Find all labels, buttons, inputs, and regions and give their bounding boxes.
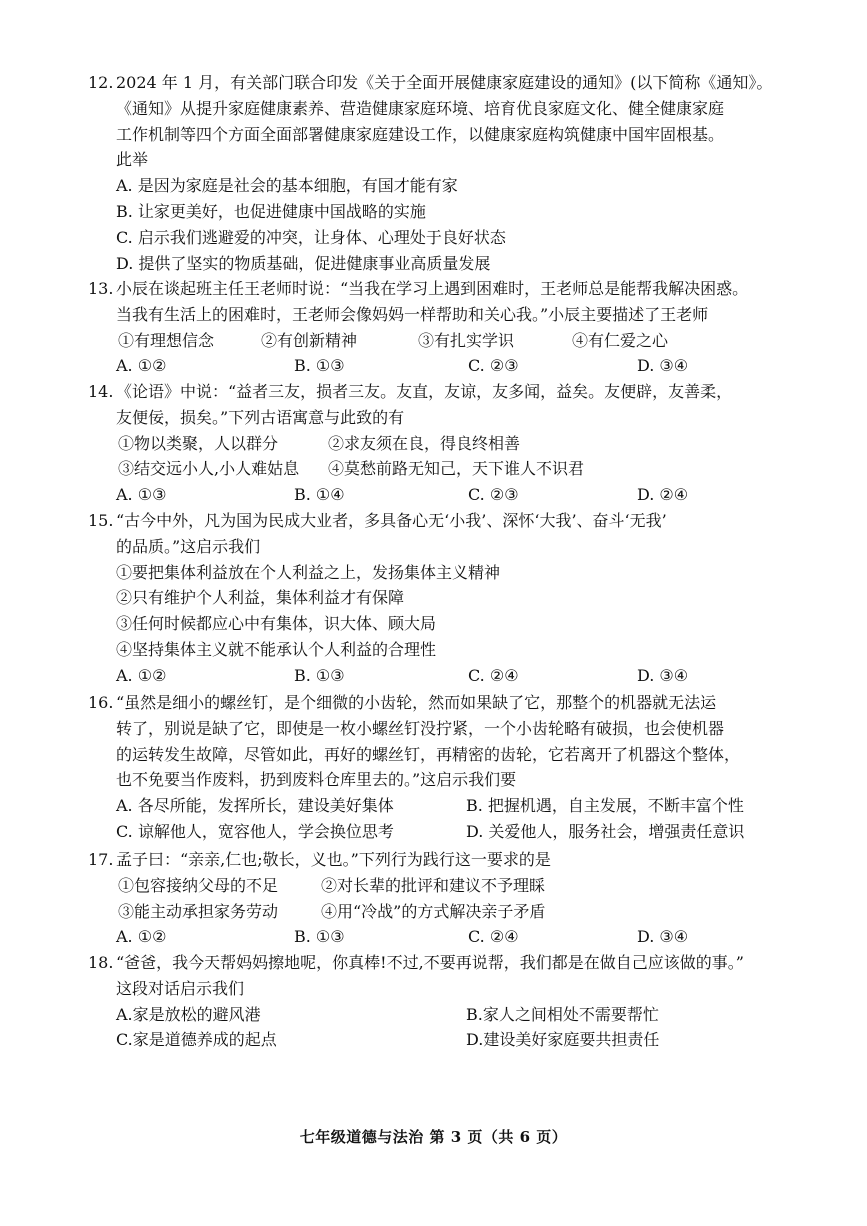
answer-options [88, 819, 788, 845]
answer-option-a: A. ①③ [116, 485, 167, 505]
question-stem-line: 《通知》从提升家庭健康素养、营造健康家庭环境、培育优良家庭文化、健全健康家庭 [116, 98, 725, 118]
question-stem-line: 18. “爸爸，我今天帮妈妈擦地呢，你真棒!不过,不要再说帮，我们都是在做自己应该做的事。” [88, 950, 788, 976]
statement-item: ①包容接纳父母的不足 [118, 875, 279, 895]
question-stem-line: 当我有生活上的困难时，王老师会像妈妈一样帮助和关心我。”小辰主要描述了王老师 [116, 304, 709, 324]
answer-option-b: B. ①③ [294, 665, 345, 685]
answer-option-c: C. ②③ [468, 356, 519, 376]
question-18 [88, 950, 788, 1053]
statement-list [88, 456, 788, 482]
answer-option-d: D. ②④ [637, 485, 689, 505]
question-stem-line: 16. “虽然是细小的螺丝钉，是个细微的小齿轮，然而如果缺了它，那整个的机器就无法运 [88, 690, 788, 716]
answer-option-a: A. ①② [116, 665, 167, 685]
answer-options [88, 663, 788, 689]
question-number: 17. [88, 850, 114, 869]
question-stem-line: 12. 2024 年 1 月，有关部门联合印发《关于全面开展健康家庭建设的通知》(以下简称《通知》。 [88, 70, 788, 96]
statement-item: ③任何时候都应心中有集体，识大体、顾大局 [116, 614, 437, 634]
answer-options [88, 1027, 788, 1053]
answer-option-b: B. ①③ [294, 927, 345, 947]
statement-item: ②求友须在良，得良终相善 [328, 433, 521, 453]
question-stem-line: 友便佞，损矣。”下列古语寓意与此致的有 [116, 407, 405, 427]
question-stem-line: 14. 《论语》中说：“益者三友，损者三友。友直，友谅，友多闻，益矣。友便辟，友善柔， [88, 379, 788, 405]
question-stem-line: 转了，别说是缺了它，即使是一枚小螺丝钉没拧紧，一个小齿轮略有破损，也会使机器 [116, 718, 725, 738]
answer-option-a: A. ①② [116, 927, 167, 947]
question-number: 14. [88, 382, 114, 401]
question-number: 15. [88, 511, 114, 530]
answer-option-d: D. ③④ [637, 927, 689, 947]
answer-options [88, 353, 788, 379]
question-stem-line: 这段对话启示我们 [116, 978, 245, 998]
question-stem-line: 13. 小辰在谈起班主任王老师时说：“当我在学习上遇到困难时，王老师总是能帮我解决困惑。 [88, 276, 788, 302]
answer-option-b: B. 让家更美好，也促进健康中国战略的实施 [116, 201, 426, 221]
question-stem-line: 也不免要当作废料，扔到废料仓库里去的。”这启示我们要 [116, 770, 517, 790]
question-number: 12. [88, 73, 114, 92]
question-stem-line: 17. 孟子曰：“亲亲,仁也;敬长，义也。”下列行为践行这一要求的是 [88, 847, 788, 873]
answer-option-d: D. 关爱他人，服务社会，增强责任意识 [466, 821, 745, 841]
statement-item: ③结交远小人,小人难姑息 [118, 459, 300, 479]
question-stem-line: 此举 [116, 150, 149, 170]
statement-item: ②有创新精神 [261, 330, 358, 350]
question-12 [88, 70, 788, 276]
answer-option-a: A.家是放松的避风港 [116, 1004, 261, 1024]
answer-option-c: C. ②④ [468, 927, 519, 947]
statement-list [88, 431, 788, 457]
answer-option-b: B. 把握机遇，自主发展，不断丰富个性 [466, 796, 744, 816]
statement-item: ②对长辈的批评和建议不予理睬 [321, 875, 546, 895]
question-stem-line: 的品质。”这启示我们 [116, 536, 261, 556]
answer-option-a: A. 各尽所能，发挥所长，建设美好集体 [116, 796, 394, 816]
statement-list [88, 328, 788, 354]
statement-item: ①物以类聚，人以群分 [118, 433, 279, 453]
answer-options [88, 793, 788, 819]
question-14 [88, 379, 788, 508]
answer-option-d: D. 提供了坚实的物质基础，促进健康事业高质量发展 [116, 253, 491, 273]
question-number: 16. [88, 693, 114, 712]
answer-option-d: D.建设美好家庭要共担责任 [466, 1030, 660, 1050]
statement-list [88, 899, 788, 925]
question-number: 13. [88, 279, 114, 298]
question-number: 18. [88, 953, 114, 972]
answer-option-d: D. ③④ [637, 356, 689, 376]
answer-option-c: C. 启示我们逃避爱的冲突，让身体、心理处于良好状态 [116, 227, 506, 247]
answer-option-c: C. 谅解他人，宽容他人，学会换位思考 [116, 821, 394, 841]
answer-option-c: C. ②④ [468, 665, 519, 685]
answer-option-c: C.家是道德养成的起点 [116, 1030, 277, 1050]
statement-list [88, 873, 788, 899]
answer-options [88, 482, 788, 508]
question-stem-line: 工作机制等四个方面全面部署健康家庭建设工作，以健康家庭构筑健康中国牢固根基。 [116, 124, 725, 144]
statement-item: ①要把集体利益放在个人利益之上，发扬集体主义精神 [116, 562, 501, 582]
question-13 [88, 276, 788, 379]
statement-item: ③有扎实学识 [418, 330, 515, 350]
answer-options [88, 924, 788, 950]
statement-item: ②只有维护个人利益，集体利益才有保障 [116, 588, 405, 608]
question-stem-line: 15. “古今中外，凡为国为民成大业者，多具备心无‘小我’、深怀‘大我’、奋斗‘无我’ [88, 508, 788, 534]
answer-option-a: A. ①② [116, 356, 167, 376]
answer-option-a: A. 是因为家庭是社会的基本细胞，有国才能有家 [116, 176, 458, 196]
question-17 [88, 847, 788, 950]
statement-item: ④莫愁前路无知己，天下谁人不识君 [328, 459, 585, 479]
statement-item: ③能主动承担家务劳动 [118, 901, 279, 921]
question-stem-line: 的运转发生故障，尽管如此，再好的螺丝钉，再精密的齿轮，它若离开了机器这个整体， [116, 744, 741, 764]
answer-option-c: C. ②③ [468, 485, 519, 505]
answer-option-b: B. ①③ [294, 356, 345, 376]
statement-item: ④有仁爱之心 [572, 330, 669, 350]
answer-option-b: B. ①④ [294, 485, 345, 505]
answer-option-d: D. ③④ [637, 665, 689, 685]
statement-item: ①有理想信念 [118, 330, 215, 350]
answer-option-b: B.家人之间相处不需要帮忙 [466, 1004, 659, 1024]
question-16 [88, 690, 788, 845]
answer-options [88, 1002, 788, 1028]
page-footer: 七年级道德与法治 第 3 页（共 6 页） [299, 1128, 568, 1146]
statement-item: ④坚持集体主义就不能承认个人利益的合理性 [116, 639, 437, 659]
question-15 [88, 508, 788, 689]
statement-item: ④用“冷战”的方式解决亲子矛盾 [321, 901, 546, 921]
